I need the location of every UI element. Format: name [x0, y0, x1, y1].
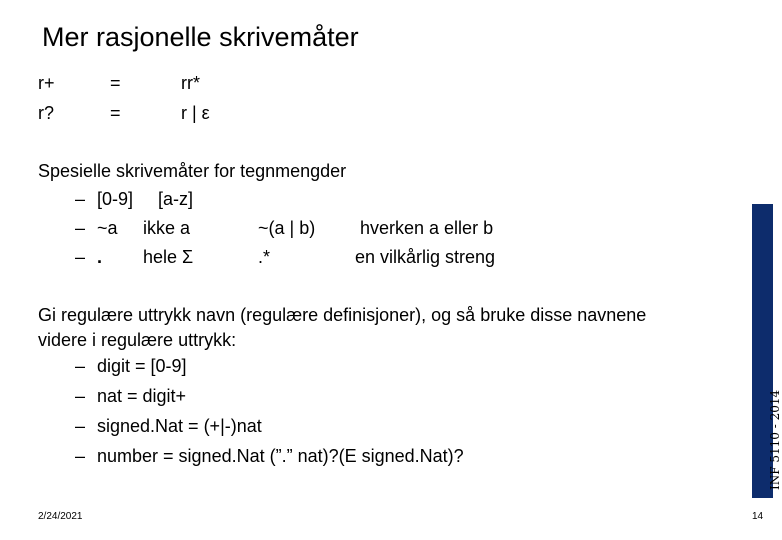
item2-dash: – [75, 386, 86, 406]
def-nat: nat = digit+ [97, 386, 187, 406]
row3-dot-desc: hele Σ [143, 247, 194, 267]
row3-dot: . [97, 247, 103, 267]
def-eq-plus: = [110, 73, 121, 93]
item1-dash: – [75, 356, 86, 376]
row2-not-ab: ~(a | b) [258, 218, 316, 238]
row3-dotstar: .* [258, 247, 271, 267]
page-number: 14 [752, 511, 764, 522]
def-rhs-plus: rr* [181, 73, 200, 93]
def-rhs-opt: r | ε [181, 103, 210, 123]
course-label: INF 5110 - 2014 [768, 389, 782, 490]
def-signed-nat: signed.Nat = (+|-)nat [97, 416, 262, 436]
row3-dash: – [75, 247, 86, 267]
row2-dash: – [75, 218, 86, 238]
section2-line2: videre i regulære uttrykk: [38, 330, 237, 350]
def-eq-opt: = [110, 103, 121, 123]
row2-not-a: ~a [97, 218, 118, 238]
def-lhs-plus: r+ [38, 73, 55, 93]
def-lhs-opt: r? [38, 103, 55, 123]
row1-dash: – [75, 189, 86, 209]
row1-letters: [a-z] [158, 189, 194, 209]
row2-not-ab-desc: hverken a eller b [360, 218, 494, 238]
slide-title: Mer rasjonelle skrivemåter [42, 22, 359, 52]
def-digit: digit = [0-9] [97, 356, 187, 376]
row1-digits: [0-9] [97, 189, 134, 209]
def-number: number = signed.Nat (”.” nat)?(E signed.Nat)? [97, 446, 464, 466]
footer-date: 2/24/2021 [38, 511, 83, 522]
item4-dash: – [75, 446, 86, 466]
item3-dash: – [75, 416, 86, 436]
row3-dotstar-desc: en vilkårlig streng [355, 247, 496, 267]
row2-not-a-desc: ikke a [143, 218, 191, 238]
section1-heading: Spesielle skrivemåter for tegnmengder [38, 161, 347, 181]
section2-line1: Gi regulære uttrykk navn (regulære definisjoner), og så bruke disse navnene [38, 305, 647, 325]
